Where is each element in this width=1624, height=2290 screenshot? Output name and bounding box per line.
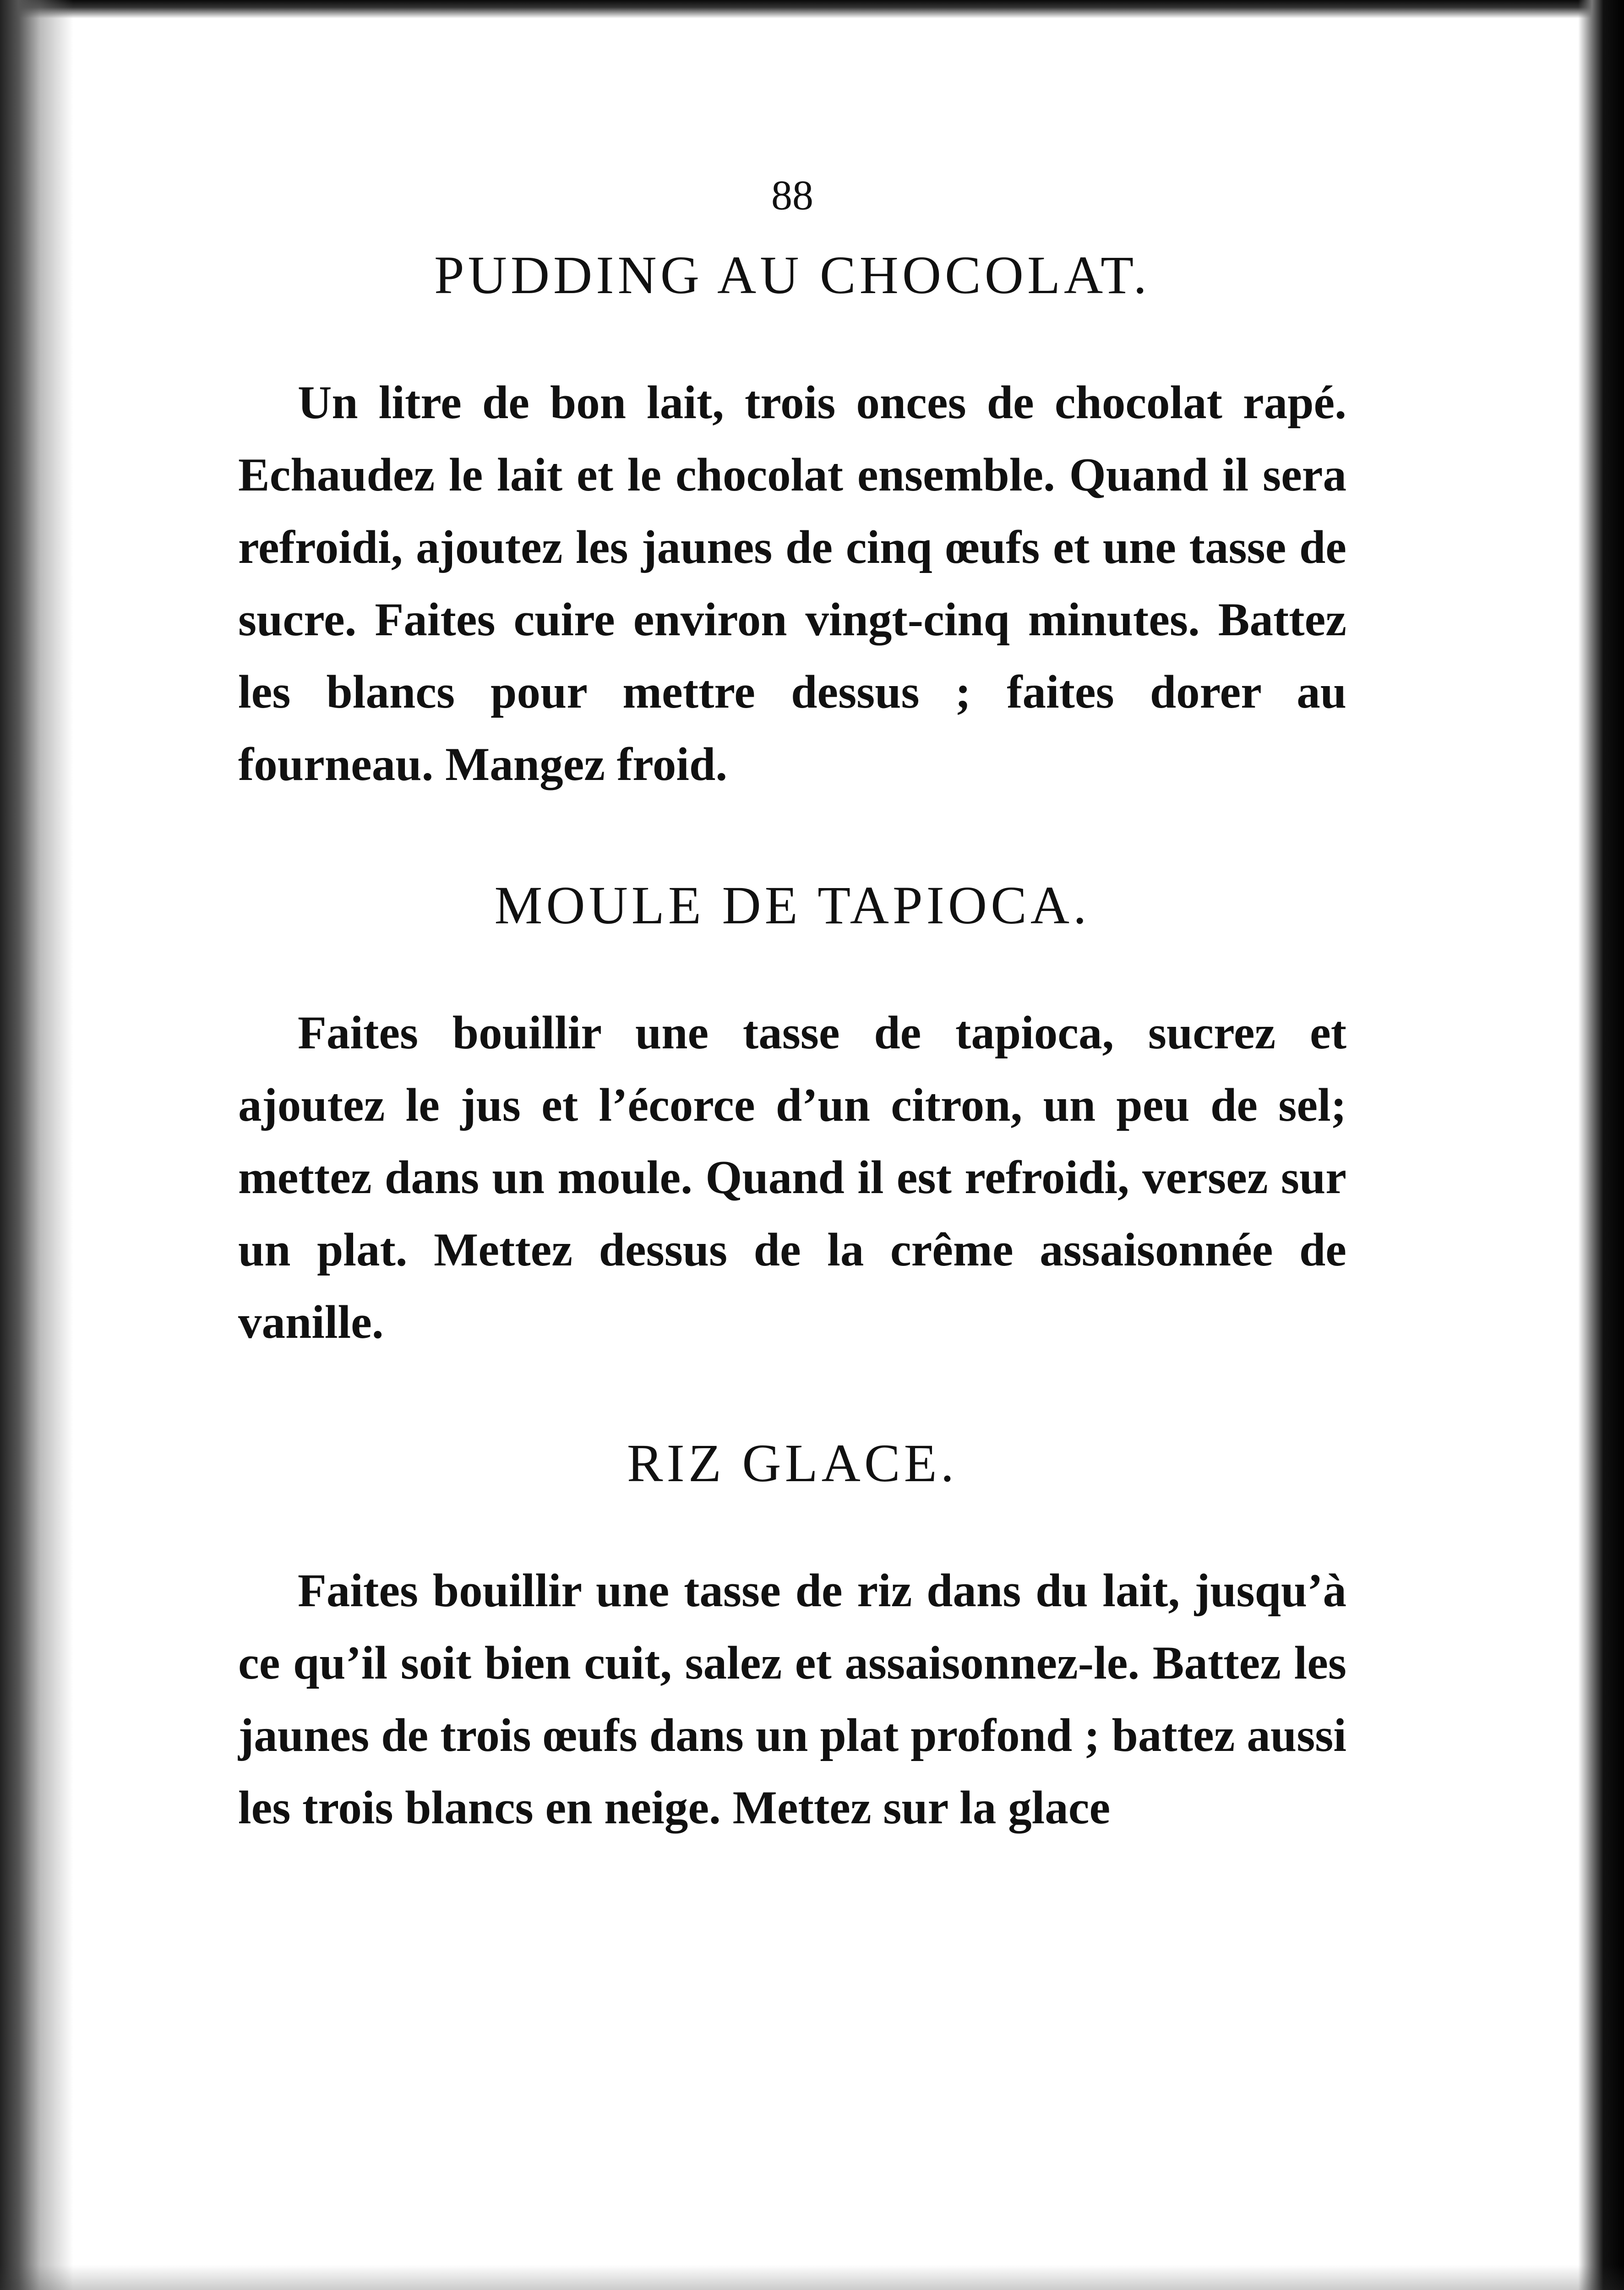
recipe-title: MOULE DE TAPIOCA. (494, 875, 1090, 935)
recipe-pudding-au-chocolat (238, 245, 1346, 801)
scan-left-edge (0, 0, 73, 2290)
recipe-title: PUDDING AU CHOCOLAT. (434, 245, 1150, 305)
scan-bottom-edge (0, 2265, 1624, 2290)
recipe-riz-glace (238, 1433, 1346, 1844)
book-page (238, 174, 1346, 1922)
recipe-text: Un litre de bon lait, trois onces de chocolat rapé. Echaudez le lait et le chocolat ensemble. Quand il sera refroidi, ajoutez les jaunes de cinq œufs et une tasse de sucre. Faites cuire environ vingt-cinq minutes. Battez les blancs pour mettre dessus ; faites dorer au fourneau. Mangez froid. (238, 376, 1346, 791)
recipe-moule-de-tapioca (238, 875, 1346, 1358)
scan-top-edge (0, 0, 1624, 18)
recipe-text: Faites bouillir une tasse de tapioca, sucrez et ajoutez le jus et l’écorce d’un citron, un peu de sel; mettez dans un moule. Quand il est refroidi, versez sur un plat. Mettez dessus de la crême assaisonnée de vanille. (238, 1007, 1346, 1348)
recipe-text: Faites bouillir une tasse de riz dans du lait, jusqu’à ce qu’il soit bien cuit, salez et assaisonnez-le. Battez les jaunes de trois œufs dans un plat profond ; battez aussi les trois blancs en neige. Mettez sur la glace (238, 1565, 1346, 1834)
scan-right-edge (1578, 0, 1624, 2290)
recipe-title: RIZ GLACE. (627, 1433, 958, 1493)
page-number: 88 (771, 172, 813, 218)
